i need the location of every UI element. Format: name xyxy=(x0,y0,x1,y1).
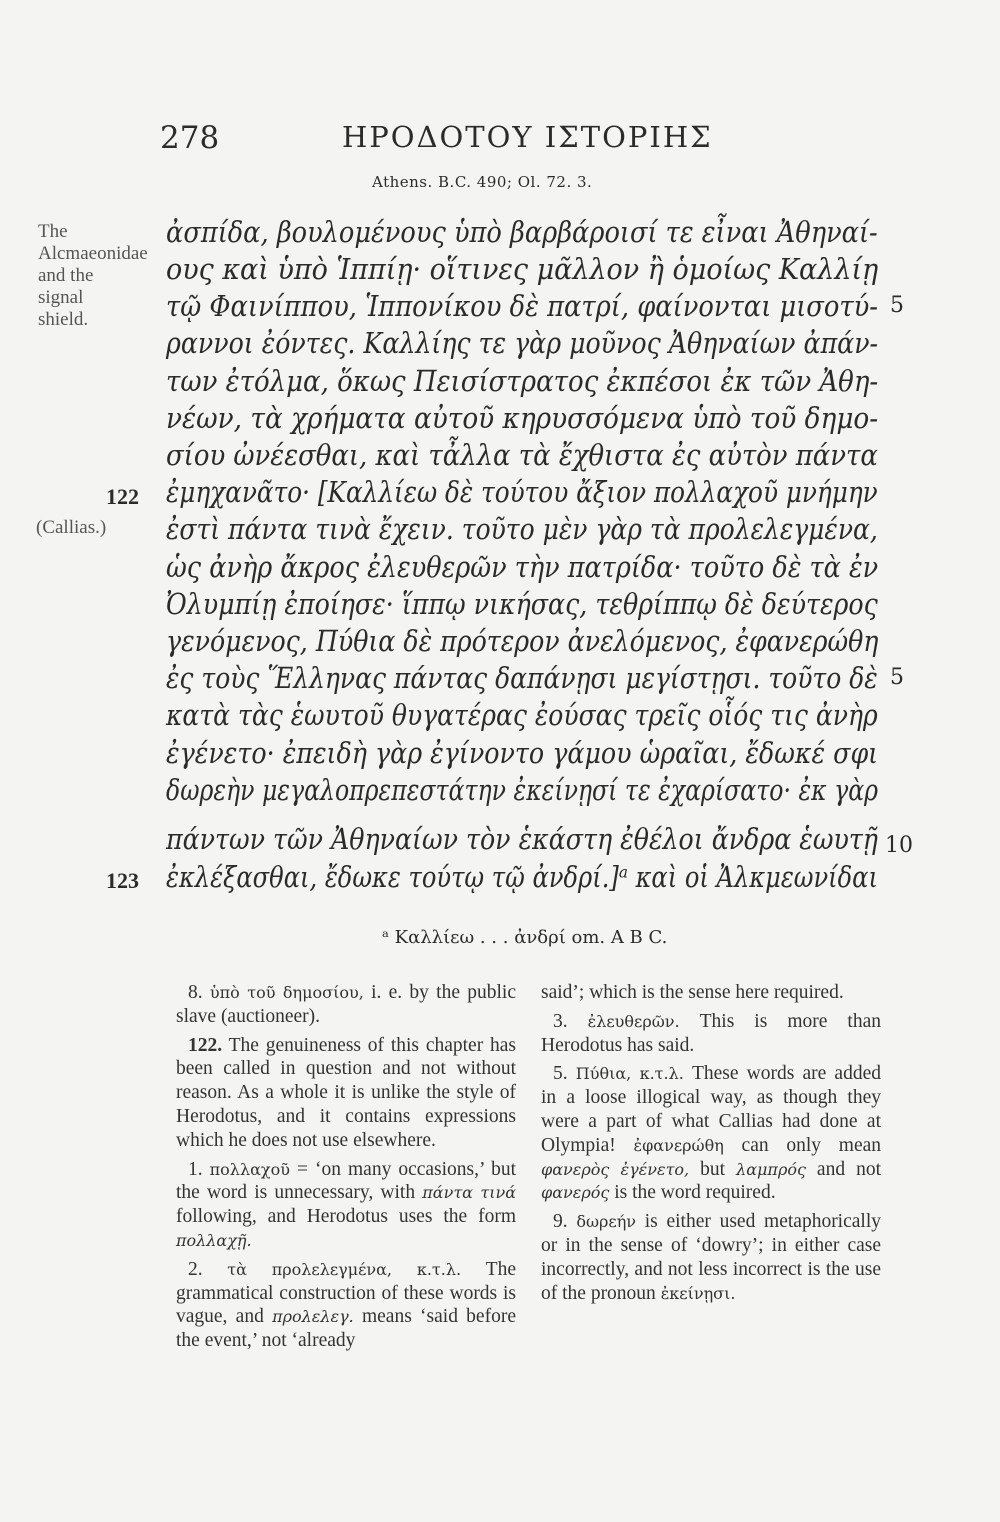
line-number: 10 xyxy=(885,833,913,858)
note-9: 9. δωρεήν is either used metaphorically or in the sense of ‘dowry’; in either case incorrectly, and not less incorrect is the use of the pronoun ἐκείνῃσι. xyxy=(541,1211,881,1304)
note-2: 2. τὰ προλελεγμένα, κ.τ.λ. The grammatical construction of these words is vague, and προλελεγ. means ‘said before the event,’ not ‘already xyxy=(176,1258,516,1352)
text-line: δωρεὴν μεγαλοπρεπεστάτην ἐκείνῃσί τε ἐχαρίσατο· ἐκ γὰρ xyxy=(166,773,879,807)
text-line: ἐγένετο· ἐπειδὴ γὰρ ἐγίνοντο γάμου ὡραῖαι, ἔδωκέ σφι xyxy=(166,736,879,770)
text-line: ους καὶ ὑπὸ Ἱππίῃ· οἵτινες μᾶλλον ἢ ὁμοίως Καλλίῃ xyxy=(166,252,879,286)
text-line: νέων, τὰ χρήματα αὐτοῦ κηρυσσόμενα ὑπὸ τοῦ δημο- xyxy=(166,401,879,435)
text-line: Ὀλυμπίῃ ἐποίησε· ἵππῳ νικήσας, τεθρίππῳ δὲ δεύτερος xyxy=(166,587,878,621)
note-8: 8. ὑπὸ τοῦ δημοσίου, i. e. by the public slave (auctioneer). xyxy=(176,982,516,1027)
text-line: ὡς ἀνὴρ ἄκρος ἐλευθερῶν τὴν πατρίδα· τοῦτο δὲ τὰ ἐν xyxy=(166,550,879,584)
text-line: κατὰ τὰς ἑωυτοῦ θυγατέρας ἐούσας τρεῖς οἷός τις ἀνὴρ xyxy=(166,698,878,732)
commentary-left-column xyxy=(176,981,516,1358)
text-line: σίου ὠνέεσθαι, καὶ τἆλλα τὰ ἔχθιστα ἐς αὐτὸν πάντα xyxy=(166,438,878,472)
running-title: ΗΡΟΔΟΤΟΥ ΙΣΤΟΡΙΗΣ xyxy=(342,120,713,154)
text-line: γενόμενος, Πύθια δὲ πρότερον ἀνελόμενος, ἐφανερώθη xyxy=(166,624,879,658)
text-line: ἐς τοὺς Ἕλληνας πάντας δαπάνῃσι μεγίστῃσι. τοῦτο δὲ xyxy=(166,661,878,695)
text-line: ραννοι ἐόντες. Καλλίης τε γὰρ μοῦνος Ἀθηναίων ἀπάν- xyxy=(166,326,879,360)
date-header: Athens. B.C. 490; Ol. 72. 3. xyxy=(372,173,593,191)
text-line: ἐμηχανᾶτο· [Καλλίεω δὲ τούτου ἄξιον πολλαχοῦ μνήμην xyxy=(166,475,878,509)
page-number: 278 xyxy=(160,120,220,156)
critical-apparatus: ᵃ Καλλίεω . . . ἀνδρί om. A B C. xyxy=(382,927,668,948)
chapter-number-122: 122 xyxy=(106,484,139,509)
chapter-number-123: 123 xyxy=(106,868,139,893)
text-line: ἀσπίδα, βουλομένους ὑπὸ βαρβάροισί τε εἶναι Ἀθηναί- xyxy=(166,215,878,249)
text-line: ἐστὶ πάντα τινὰ ἔχειν. τοῦτο μὲν γὰρ τὰ προλελεγμένα, xyxy=(166,512,878,546)
note-1: 1. πολλαχοῦ = ‘on many occasions,’ but the word is unnecessary, with πάντα τινά following, and Herodotus uses the form πολλαχῇ. xyxy=(176,1158,517,1250)
text-line: ἐκλέξασθαι, ἔδωκε τούτῳ τῷ ἀνδρί.]ᵃ καὶ οἱ Ἀλκμεωνίδαι xyxy=(166,860,878,894)
note-122: 122. The genuineness of this chapter has been called in question and not without reason. As a whole it is unlike the style of Herodotus, and it contains expressions which he does not use elsewhere. xyxy=(176,1034,516,1151)
note-3: 3. ἐλευθερῶν. This is more than Herodotus has said. xyxy=(541,1010,881,1056)
text-line: των ἐτόλμα, ὅκως Πεισίστρατος ἐκπέσοι ἐκ τῶν Ἀθη- xyxy=(166,364,879,398)
commentary-right-column xyxy=(541,981,881,1310)
callias-label: (Callias.) xyxy=(36,517,107,538)
side-note: The Alcmaeonidae and the signal shield. xyxy=(38,221,148,330)
note-5: 5. Πύθια, κ.τ.λ. These words are added in a loose illogical way, as though they were a part of what Callias had done at Olympia! ἐφανερώθη can only mean φανερὸς ἐγένετο, but λαμπρός and not φανερός is the word required. xyxy=(541,1063,882,1204)
line-number: 5 xyxy=(890,665,904,690)
note-2-continued: said’; which is the sense here required. xyxy=(541,982,844,1003)
text-line: πάντων τῶν Ἀθηναίων τὸν ἑκάστη ἐθέλοι ἄνδρα ἑωυτῇ xyxy=(166,822,878,856)
line-number: 5 xyxy=(890,293,904,318)
text-line: τῷ Φαινίππου, Ἱππονίκου δὲ πατρί, φαίνονται μισοτύ- xyxy=(166,289,878,323)
